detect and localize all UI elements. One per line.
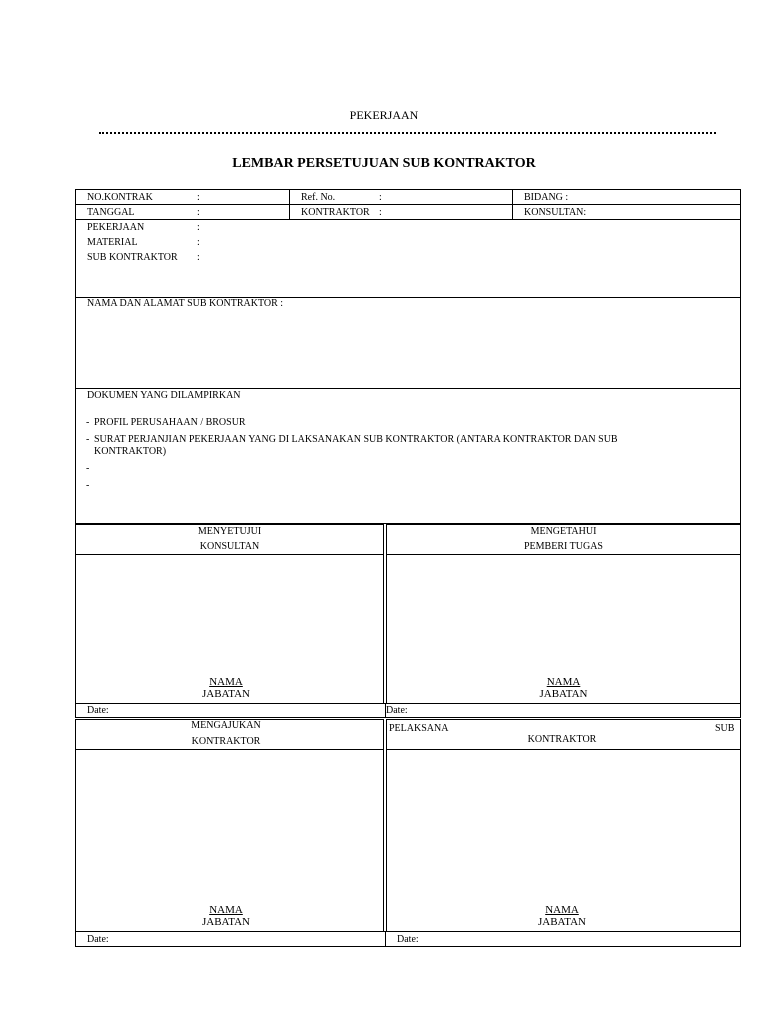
jabatan-konsultan: JABATAN bbox=[201, 688, 250, 700]
date-row-2-divider bbox=[385, 931, 386, 947]
label-sub: SUB bbox=[715, 723, 735, 734]
date-row-1 bbox=[75, 703, 741, 718]
nama-kontraktor: NAMA bbox=[209, 904, 243, 916]
nama-konsultan: NAMA bbox=[209, 676, 243, 688]
dokumen-item-2-cont: KONTRAKTOR) bbox=[94, 446, 167, 457]
colon-tanggal: : bbox=[197, 207, 200, 218]
label-pekerjaan: PEKERJAAN bbox=[87, 222, 145, 233]
header-dotted-line bbox=[99, 132, 716, 134]
label-kontraktor-sign: KONTRAKTOR bbox=[191, 736, 261, 747]
colon-pekerjaan: : bbox=[197, 222, 200, 233]
sign-konsultan-header-line bbox=[75, 554, 384, 555]
bullet-1: - bbox=[86, 417, 90, 428]
sign-pelaksana-header-line bbox=[386, 749, 741, 750]
label-konsultan-sign: KONSULTAN bbox=[199, 541, 260, 552]
label-mengetahui: MENGETAHUI bbox=[530, 526, 597, 537]
date-pemberi-tugas: Date: bbox=[386, 705, 408, 716]
info-row-divider-2 bbox=[75, 219, 741, 220]
label-pemberi-tugas: PEMBERI TUGAS bbox=[524, 541, 603, 552]
colon-no-kontrak: : bbox=[197, 192, 200, 203]
label-mengajukan: MENGAJUKAN bbox=[191, 720, 261, 731]
sign-box-kontraktor bbox=[75, 719, 384, 932]
label-bidang: BIDANG : bbox=[524, 192, 569, 203]
sign-pemberi-header-line bbox=[386, 554, 741, 555]
nama-pemberi-tugas: NAMA bbox=[546, 676, 581, 688]
label-pelaksana: PELAKSANA bbox=[389, 723, 449, 734]
form-info-frame bbox=[75, 189, 741, 524]
label-dokumen-heading: DOKUMEN YANG DILAMPIRKAN bbox=[87, 390, 241, 401]
dokumen-item-2: SURAT PERJANJIAN PEKERJAAN YANG DI LAKSANAKAN SUB KONTRAKTOR (ANTARA KONTRAKTOR DAN SUB bbox=[94, 434, 618, 445]
label-menyetujui: MENYETUJUI bbox=[197, 526, 262, 537]
colon-kontraktor: : bbox=[379, 207, 382, 218]
label-no-kontrak: NO.KONTRAK bbox=[87, 192, 153, 203]
label-kontraktor: KONTRAKTOR bbox=[301, 207, 370, 218]
colon-ref-no: : bbox=[379, 192, 382, 203]
label-nama-alamat: NAMA DAN ALAMAT SUB KONTRAKTOR : bbox=[87, 298, 284, 309]
bullet-3: - bbox=[86, 463, 90, 474]
jabatan-pemberi-tugas: JABATAN bbox=[539, 688, 588, 700]
colon-material: : bbox=[197, 237, 200, 248]
label-sub-kontraktor: SUB KONTRAKTOR bbox=[87, 252, 178, 263]
label-tanggal: TANGGAL bbox=[87, 207, 135, 218]
label-kontraktor-pelaksana: KONTRAKTOR bbox=[527, 734, 597, 745]
nama-pelaksana: NAMA bbox=[545, 904, 579, 916]
jabatan-kontraktor: JABATAN bbox=[201, 916, 250, 928]
info-row-divider-1 bbox=[75, 204, 741, 205]
dokumen-item-1: PROFIL PERUSAHAAN / BROSUR bbox=[94, 417, 246, 428]
info-col-divider-1 bbox=[289, 189, 290, 220]
info-col-divider-2 bbox=[512, 189, 513, 220]
header-pekerjaan: PEKERJAAN bbox=[349, 108, 419, 122]
bullet-2: - bbox=[86, 434, 90, 445]
bullet-4: - bbox=[86, 480, 90, 491]
section-divider-dokumen bbox=[75, 388, 741, 389]
label-material: MATERIAL bbox=[87, 237, 138, 248]
label-ref-no: Ref. No. bbox=[301, 192, 336, 203]
date-konsultan: Date: bbox=[87, 705, 109, 716]
label-konsultan: KONSULTAN: bbox=[524, 207, 587, 218]
sign-box-pelaksana bbox=[386, 719, 741, 932]
date-kontraktor: Date: bbox=[87, 934, 109, 945]
page-title: LEMBAR PERSETUJUAN SUB KONTRAKTOR bbox=[232, 156, 536, 171]
sign-kontraktor-header-line bbox=[75, 749, 384, 750]
colon-sub-kontraktor: : bbox=[197, 252, 200, 263]
date-pelaksana: Date: bbox=[397, 934, 419, 945]
jabatan-pelaksana: JABATAN bbox=[537, 916, 586, 928]
